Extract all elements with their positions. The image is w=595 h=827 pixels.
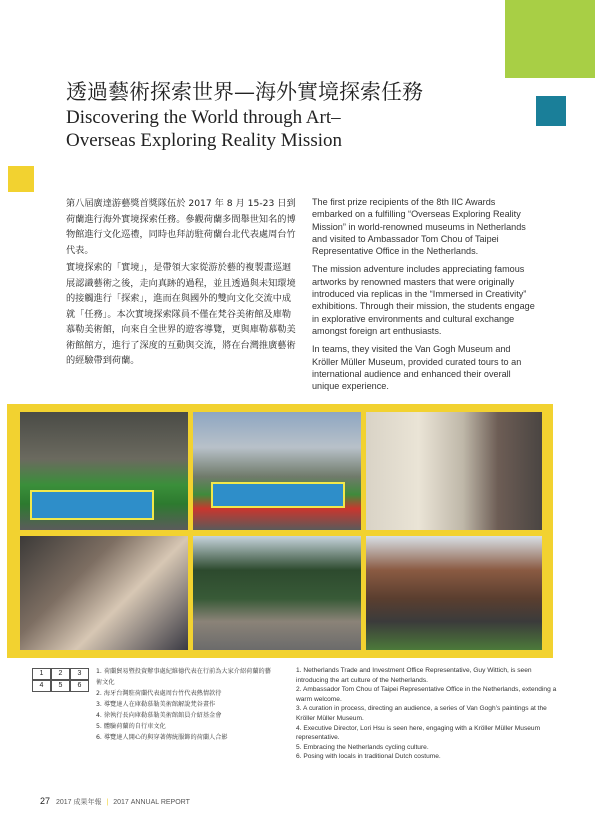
photo-collage <box>7 404 553 658</box>
body-en-paragraph: In teams, they visited the Van Gogh Museum and Kröller Müller Museum, provided curated tours to an international audience and enhanced their overall unique experience. <box>312 344 522 392</box>
legend-cell: 6 <box>70 680 89 692</box>
body-text-zh <box>66 196 300 371</box>
footer-separator: | <box>106 799 109 806</box>
legend-cell: 3 <box>70 668 89 680</box>
footer-report-en: 2017 ANNUAL REPORT <box>113 799 190 806</box>
captions-zh <box>96 666 276 743</box>
caption-zh-item: 3. 導覽達人在庫勒慕勒美術館解說梵谷畫作 <box>96 701 216 708</box>
caption-en-item: 6. Posing with locals in traditional Dutch costume. <box>296 753 441 761</box>
caption-en-item: 2. Ambassador Tom Chou of Taipei Representative Office in the Netherlands, extending a warm welcome. <box>296 686 557 703</box>
caption-en-item: 1. Netherlands Trade and Investment Office Representative, Guy Wittich, is seen introducing the art culture of the Netherlands. <box>296 667 532 684</box>
photo-5-cycling <box>193 536 361 650</box>
photo-2-group-outdoor <box>193 412 361 530</box>
caption-zh-item: 5. 體驗荷蘭的自行車文化 <box>96 723 166 730</box>
caption-zh-item: 2. 海牙台灣駐荷蘭代表處周台竹代表熱情款待 <box>96 690 222 697</box>
page-number: 27 <box>40 796 51 806</box>
photo-6-traditional-costume <box>366 536 542 650</box>
legend-cell: 5 <box>51 680 70 692</box>
corner-green-block <box>505 0 595 78</box>
body-en-paragraph: The first prize recipients of the 8th IIC Awards embarked on a fulfilling “Overseas Exploring Reality Mission” in world-renowned museums in Netherlands and visited to Ambassador Tom Chou of Taipei Representative Office in the Netherlands. <box>312 197 526 257</box>
body-zh-paragraph: 第八屆廣達游藝獎首獎隊伍於 2017 年 8 月 15-23 日到荷蘭進行海外實境探索任務。參觀荷蘭多間舉世知名的博物館進行文化巡禮，同時也拜訪駐荷蘭台北代表處周台竹代表。 <box>66 198 296 256</box>
page-title-en-line1: Discovering the World through Art– <box>66 107 341 128</box>
footer-report-zh: 2017 成果年報 <box>55 799 102 806</box>
caption-zh-item: 6. 導覽達人開心的與穿著傳統服飾的荷蘭人合影 <box>96 734 228 741</box>
body-zh-paragraph: 實境探索的「實境」，是帶領大家從游於藝的複製畫巡迴展認識藝術之後，走向真跡的過程，並且透過與未知環境的接觸進行「探索」，進而在與國外的雙向文化交流中成就「任務」。本次實境探索隊員不僅在梵谷美術館及庫勒慕勒美術館，向來自全世界的遊客導覽，更與庫勒慕勒美術館館方，進行了深度的互動與交流，將在台灣推廣藝術的經驗帶到荷蘭。 <box>66 262 296 366</box>
body-en-paragraph: The mission adventure includes appreciating famous artworks by renowned masters that were originally introduced via replicas in the “Immersed in Creativity” exhibitions. Through their mission, the students engage in explorative environments and cultural exchange amongst foreign art enthusiasts. <box>312 264 535 336</box>
photo-4-museum-meeting <box>20 536 188 650</box>
caption-en-item: 4. Executive Director, Lori Hsu is seen here, engaging with a Kröller Müller Museum representative. <box>296 724 541 742</box>
caption-en-item: 3. A curation in process, directing an audience, a series of Van Gogh’s paintings at the Kröller Müller Museum. <box>296 705 547 722</box>
photo-banner <box>30 490 154 520</box>
body-text-en <box>312 196 538 398</box>
caption-zh-item: 4. 徐執行長向庫勒慕勒美術館館員介紹基金會 <box>96 712 222 719</box>
caption-en-item: 5. Embracing the Netherlands cycling culture. <box>296 743 429 751</box>
page-title-zh: 透過藝術探索世界—海外實境探索任務 <box>66 80 423 104</box>
page-footer <box>40 796 190 807</box>
photo-3-museum-tour <box>366 412 542 530</box>
caption-zh-item: 1. 荷蘭貿易暨投資辦事處紀維德代表在行前為大家介紹荷蘭的藝術文化 <box>96 668 271 686</box>
captions-en <box>296 666 558 762</box>
legend-cell: 2 <box>51 668 70 680</box>
accent-teal-square <box>536 96 566 126</box>
page-title-en <box>66 106 496 152</box>
accent-yellow-square <box>8 166 34 192</box>
photo-banner <box>211 482 345 508</box>
legend-cell: 1 <box>32 668 51 680</box>
page-title-en-line2: Overseas Exploring Reality Mission <box>66 130 342 151</box>
photo-1-group-with-banner <box>20 412 188 530</box>
legend-cell: 4 <box>32 680 51 692</box>
